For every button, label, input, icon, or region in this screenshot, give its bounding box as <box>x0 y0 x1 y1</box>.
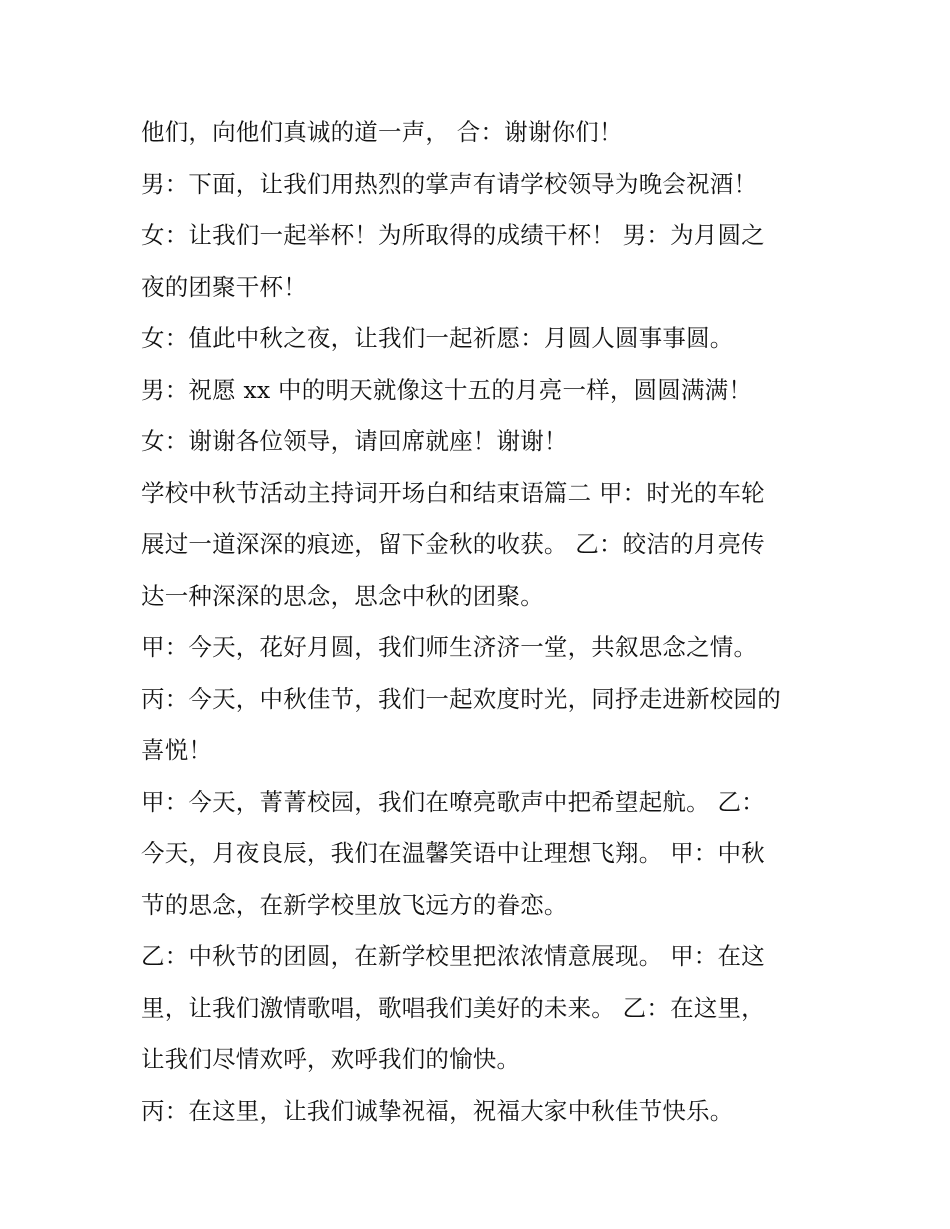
text-line: 喜悦！ <box>141 736 213 764</box>
text-line: 女：值此中秋之夜，让我们一起祈愿：月圆人圆事事圆。 <box>141 324 734 352</box>
text-line: 节的思念，在新学校里放飞远方的眷恋。 <box>141 890 568 919</box>
text-line: 让我们尽情欢呼，欢呼我们的愉快。 <box>141 1045 521 1073</box>
text-line: 甲：今天，花好月圆，我们师生济济一堂，共叙思念之情。 <box>141 633 758 661</box>
text-line: 达一种深深的思念，思念中秋的团聚。 <box>141 581 544 610</box>
text-line: 甲：今天，菁菁校园，我们在嘹亮歌声中把希望起航。 乙： <box>141 787 765 816</box>
document-body <box>141 107 821 1137</box>
text-line: 男：下面，让我们用热烈的掌声有请学校领导为晚会祝酒！ <box>141 169 758 198</box>
text-line: 丙：今天，中秋佳节，我们一起欢度时光，同抒走进新校园的 <box>141 684 781 713</box>
text-line: 女：让我们一起举杯！为所取得的成绩干杯！ 男：为月圆之 <box>141 221 765 249</box>
text-line: 男：祝愿 xx 中的明天就像这十五的月亮一样，圆圆满满！ <box>141 375 753 404</box>
text-line: 今天，月夜良辰，我们在温馨笑语中让理想飞翔。 甲：中秋 <box>141 839 765 867</box>
text-line: 女：谢谢各位领导，请回席就座！谢谢！ <box>141 427 568 455</box>
text-line: 展过一道深深的痕迹，留下金秋的收获。 乙：皎洁的月亮传 <box>141 530 765 558</box>
text-line: 里，让我们激情歌唱，歌唱我们美好的未来。 乙：在这里， <box>141 993 765 1022</box>
text-line: 丙：在这里，让我们诚挚祝福，祝福大家中秋佳节快乐。 <box>141 1096 734 1125</box>
text-line: 他们，向他们真诚的道一声， 合：谢谢你们！ <box>141 118 623 146</box>
text-line: 夜的团聚干杯！ <box>141 272 307 301</box>
text-line: 乙：中秋节的团圆，在新学校里把浓浓情意展现。 甲：在这 <box>141 942 765 970</box>
section-heading-line: 学校中秋节活动主持词开场白和结束语篇二 甲：时光的车轮 <box>141 478 765 507</box>
